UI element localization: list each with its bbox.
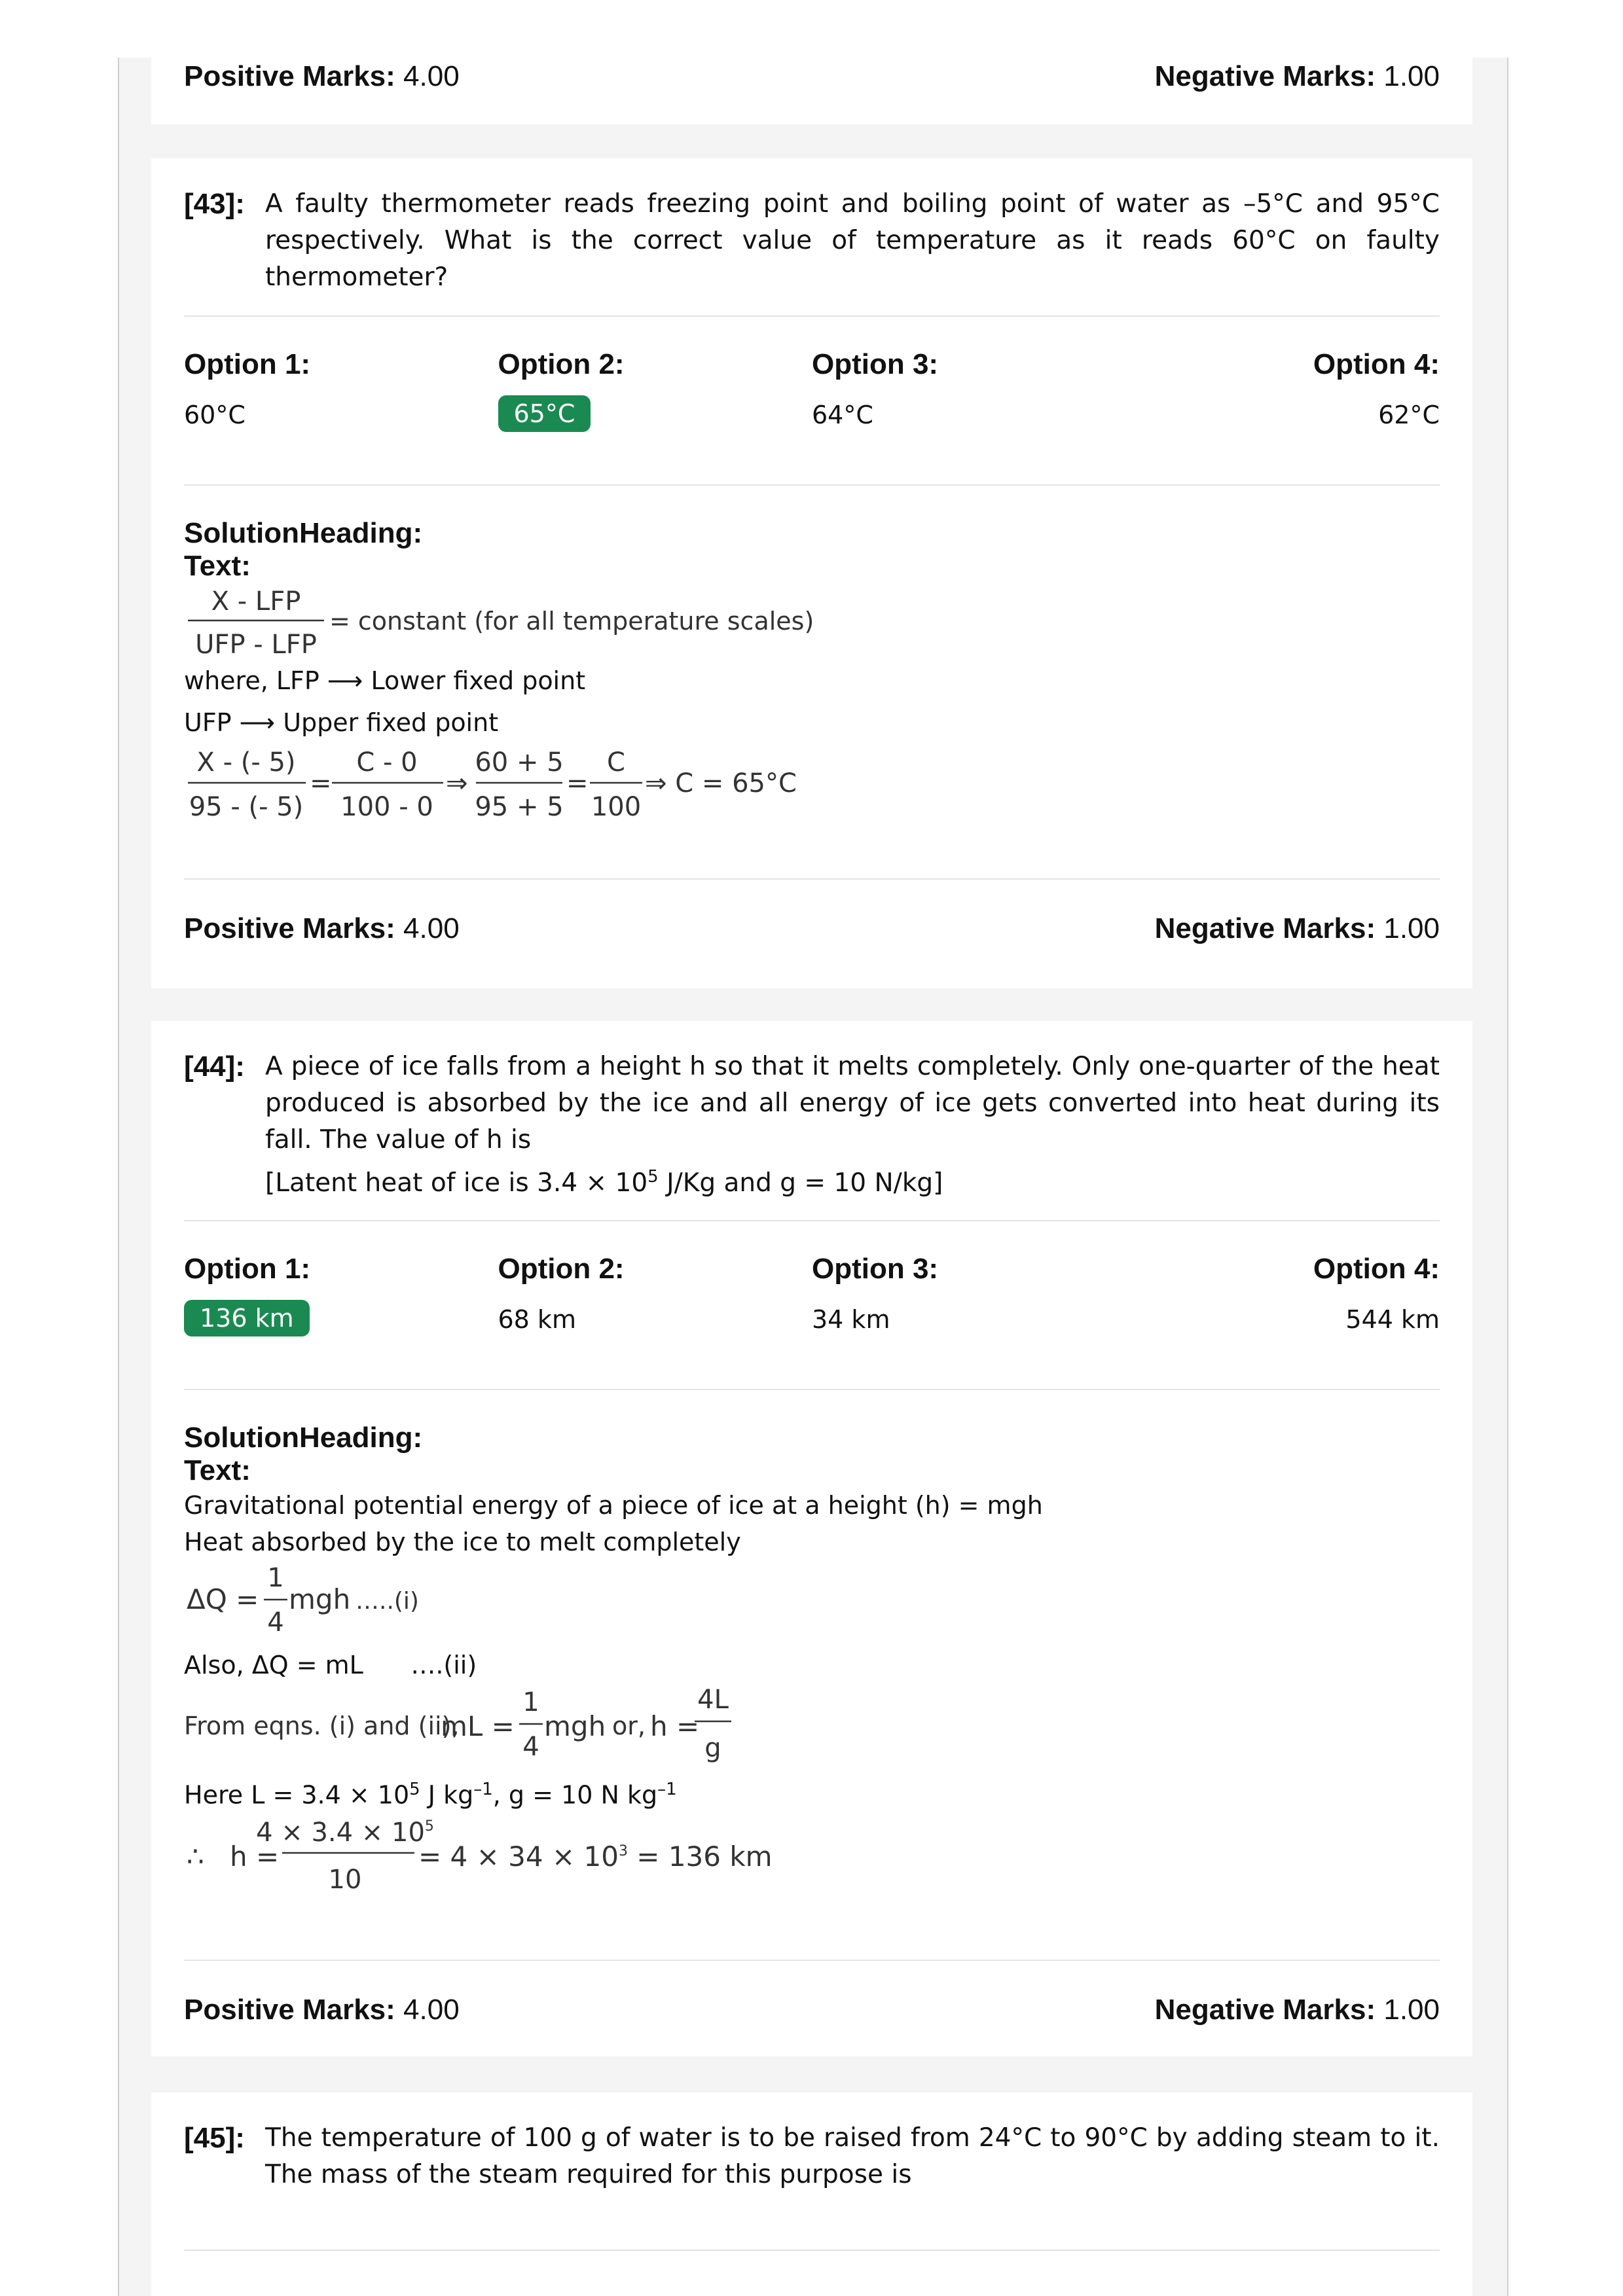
q42-card-tail [151,58,1472,124]
svg-text:g: g [704,1733,721,1763]
question-number: [45]: [184,2122,245,2154]
solution-heading: SolutionHeading: [184,517,423,549]
q44-options [184,1253,1440,1336]
svg-text:100: 100 [591,792,642,822]
solution-line: Heat absorbed by the ice to melt completely [184,1528,741,1556]
q44-solution [184,1422,1440,1907]
svg-text:∴: ∴ [187,1840,204,1873]
formula-equate [184,1685,1035,1770]
svg-text:4: 4 [522,1732,539,1762]
positive-marks: Positive Marks: 4.00 [184,60,460,92]
q42-marks-row [184,60,1440,93]
divider [184,2250,1440,2251]
svg-text:mgh: mgh [289,1583,351,1615]
lfp-definition: where, LFP ⟶ Lower fixed point [184,666,586,695]
divider [184,1389,1440,1390]
solution-heading: SolutionHeading: [184,1422,423,1454]
svg-text:= constant (for all temperatur: = constant (for all temperature scales) [329,607,814,636]
q45-card [151,2092,1472,2296]
svg-text:From eqns. (i) and (ii),: From eqns. (i) and (ii), [184,1712,460,1740]
svg-text:60 + 5: 60 + 5 [475,747,564,778]
question-text: A piece of ice falls from a height h so that it melts completely. Only one-quarter of the heat produced is absorbed by the ice and all energy of ice gets converted into heat during its fall. The value of h is [Latent heat of ice is $3.4 \times 10^5$ J/Kg and g = 10 N/kg] [265,1052,1440,1198]
solution-text-label: Text: [184,1454,251,1486]
negative-marks: Negative Marks: 1.00 [1154,1994,1440,2026]
ufp-definition: UFP ⟶ Upper fixed point [184,708,499,737]
q43-options [184,348,1440,432]
svg-text:=: = [310,768,332,798]
svg-text:C - 0: C - 0 [356,747,418,778]
solution-line: Here $L = 3.4 \times 10^5$ J $kg^{-1}$, g = 10 N $kg^{-1}$ [184,1780,677,1810]
svg-text:UFP - LFP: UFP - LFP [195,630,317,660]
svg-text:h =: h = [230,1840,280,1873]
q43-marks-row [184,912,1440,945]
divider [184,315,1440,317]
divider [184,484,1440,486]
q45-question [184,2120,1440,2193]
q44-question [184,1049,1440,1202]
svg-text:X - LFP: X - LFP [211,586,301,617]
option-3[interactable]: Option 3: 64°C [812,348,939,429]
svg-text:mgh: mgh [544,1710,606,1742]
negative-marks: Negative Marks: 1.00 [1154,60,1440,92]
solution-line: Gravitational potential energy of a piece of ice at a height (h) = mgh [184,1491,1043,1520]
formula-ratio [184,583,970,668]
question-number: [43]: [184,188,245,220]
svg-text:mL =: mL = [441,1710,515,1742]
question-text: The temperature of 100 g of water is to be raised from 24°C to 90°C by adding steam to it. The mass of the steam required for this purpose is [265,2123,1440,2189]
svg-text:= 4 × 34 × 103 = 136 km: = $4 \times 34 \times 10^3 = 136$ km [418,1840,773,1873]
svg-text:⇒ C = 65°C: ⇒ C = 65°C [645,768,797,798]
q43-question [184,186,1440,296]
svg-text:1: 1 [267,1563,284,1593]
q43-solution [184,517,1440,835]
question-text: A faulty thermometer reads freezing point and boiling point of water as –5°C and 95°C respectively. What is the correct value of temperature as it reads 60°C on faulty thermometer? [265,189,1440,292]
svg-text:95 + 5: 95 + 5 [475,792,564,822]
svg-text:4 × 3.4 × 105: $4 \times 3.4 \times 10^5$ [256,1817,434,1848]
svg-text:h =: h = [650,1710,700,1742]
divider [184,1960,1440,1961]
divider [184,878,1440,880]
positive-marks: Positive Marks: 4.00 [184,1994,460,2026]
svg-text:4: 4 [267,1607,284,1638]
svg-text:100 - 0: 100 - 0 [340,792,433,822]
svg-text:10: 10 [328,1864,362,1895]
option-4[interactable]: Option 4: 62°C [1313,348,1440,429]
svg-text:X - (- 5): X - (- 5) [196,747,296,778]
divider [184,1220,1440,1221]
option-2[interactable]: Option 2: 65°C [498,348,812,432]
svg-text:4L: 4L [697,1685,729,1715]
q44-card [151,1021,1472,2056]
q44-marks-row [184,1994,1440,2026]
option-2[interactable]: Option 2: 68 km [498,1253,625,1334]
option-1[interactable]: Option 1: 60°C [184,348,311,429]
formula-calculation [184,744,970,835]
option-4[interactable]: Option 4: 544 km [1313,1253,1440,1334]
question-number: [44]: [184,1050,245,1083]
svg-text:ΔQ =: ΔQ = [187,1583,259,1615]
solution-line: Also, ΔQ = mL ….(ii) [184,1651,477,1679]
svg-text:95 - (- 5): 95 - (- 5) [189,792,304,822]
negative-marks: Negative Marks: 1.00 [1154,912,1440,944]
option-1[interactable]: Option 1: 136 km [184,1253,498,1336]
svg-text:=: = [566,768,589,798]
formula-final [184,1815,1035,1907]
positive-marks: Positive Marks: 4.00 [184,912,460,944]
svg-text:or,: or, [612,1712,646,1740]
formula-heat-absorbed [184,1560,970,1645]
correct-answer-badge: 136 km [184,1300,310,1336]
q43-card [151,158,1472,988]
svg-text:⇒: ⇒ [446,768,468,798]
option-3[interactable]: Option 3: 34 km [812,1253,939,1334]
solution-text-label: Text: [184,550,251,582]
correct-answer-badge: 65°C [498,395,591,432]
svg-text:C: C [607,747,625,778]
svg-text:1: 1 [522,1687,539,1717]
svg-text:…..(i): …..(i) [356,1588,419,1615]
